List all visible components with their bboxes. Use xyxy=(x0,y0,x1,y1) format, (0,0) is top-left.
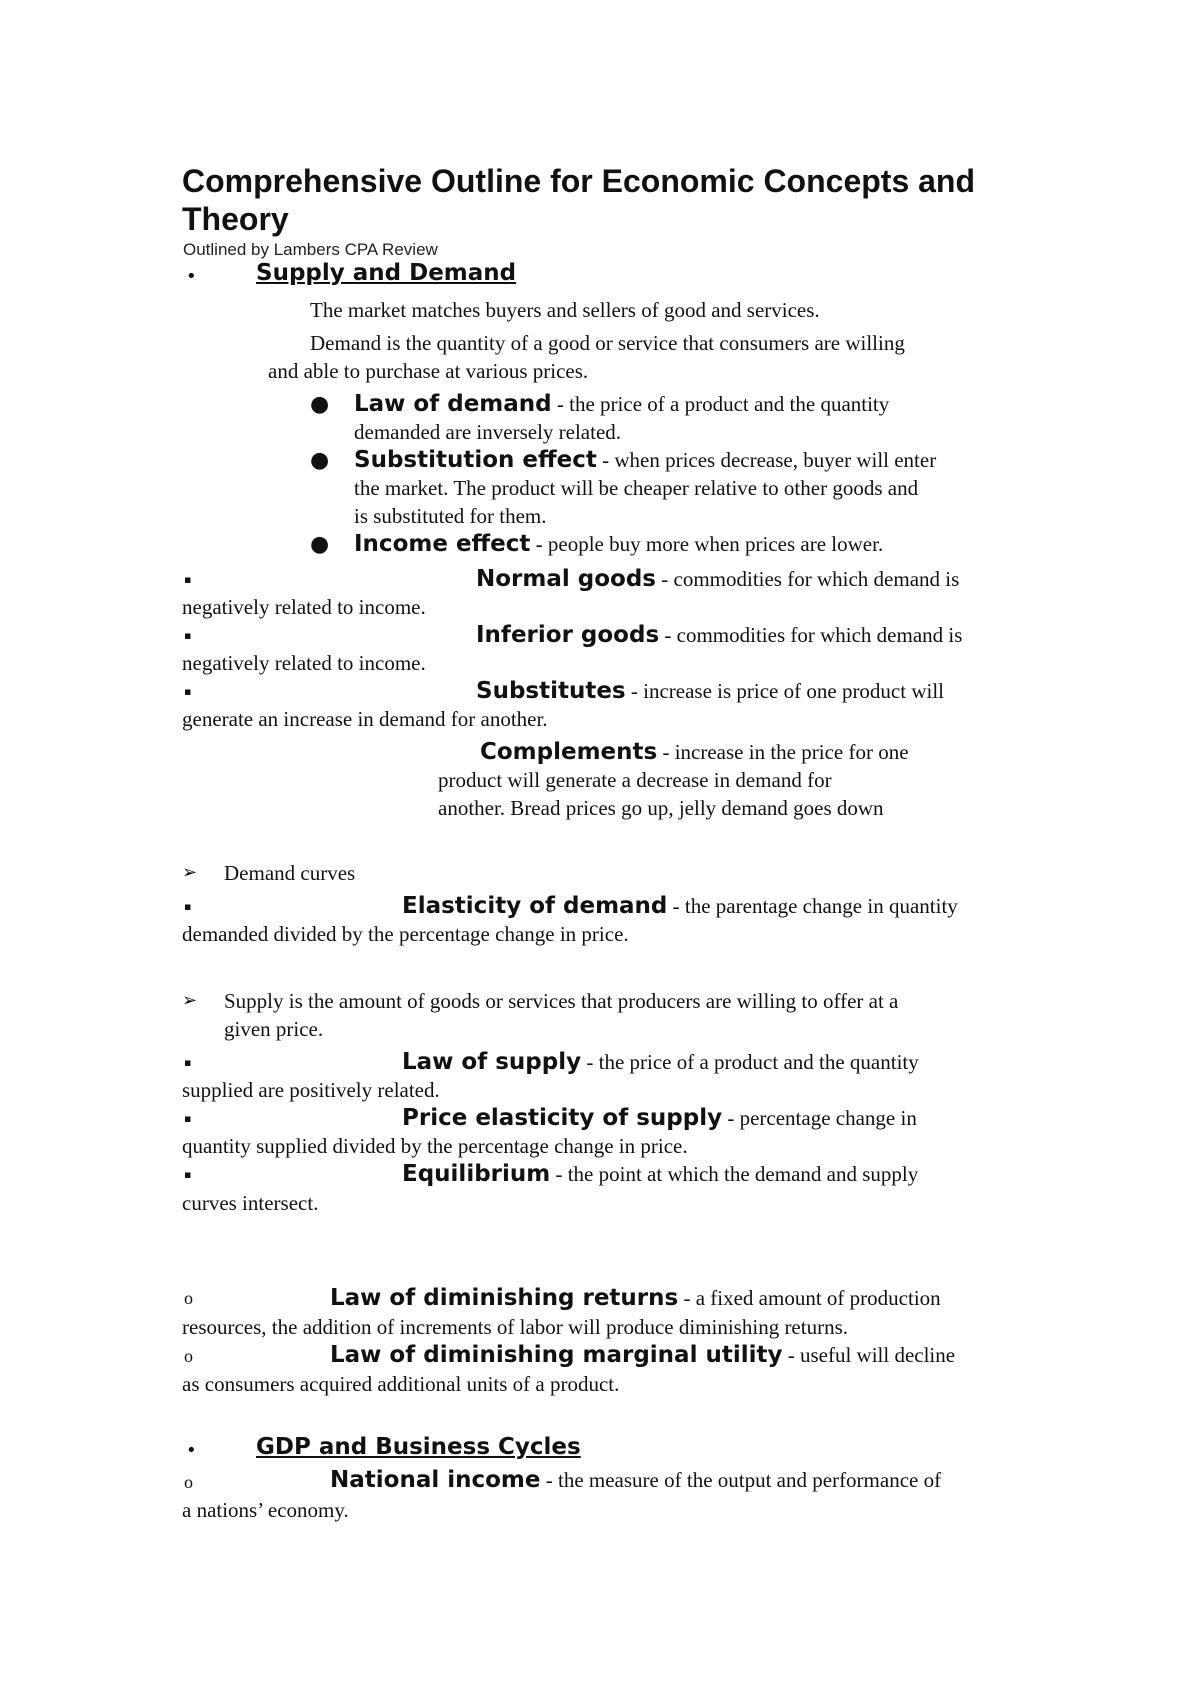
substitution-effect xyxy=(354,446,1074,530)
substitutes-line-1 xyxy=(476,677,944,705)
term-complements: Complements xyxy=(480,739,658,765)
income-effect xyxy=(354,530,1054,558)
bullet-icon: • xyxy=(186,1440,197,1461)
inferior-goods-line-1 xyxy=(476,621,962,649)
dot-bullet-icon: ● xyxy=(310,448,330,473)
price-elasticity-line-1 xyxy=(402,1104,917,1132)
term-law-of-demand: Law of demand xyxy=(354,391,552,417)
intro-paragraph-2-line-2: and able to purchase at various prices. xyxy=(268,359,589,383)
term-diminishing-utility: Law of diminishing marginal utility xyxy=(330,1342,783,1368)
square-bullet-icon: ▪ xyxy=(184,900,192,913)
term-equilibrium: Equilibrium xyxy=(402,1161,551,1187)
term-diminishing-returns: Law of diminishing returns xyxy=(330,1285,679,1311)
arrow-bullet-icon: ➢ xyxy=(182,990,198,1011)
def-normal-goods-1: - commodities for which demand is xyxy=(656,567,960,591)
national-income-line-1 xyxy=(330,1466,941,1494)
supply-definition xyxy=(224,987,1064,1043)
def-equilibrium-2: curves intersect. xyxy=(182,1191,319,1215)
supply-line-2: given price. xyxy=(224,1017,324,1041)
dot-bullet-icon: ● xyxy=(310,532,330,557)
term-substitution-effect: Substitution effect xyxy=(354,447,597,473)
dot-bullet-icon: ● xyxy=(310,392,330,417)
intro-paragraph-1: The market matches buyers and sellers of good and services. xyxy=(310,298,820,322)
equilibrium-line-1 xyxy=(402,1160,918,1188)
square-bullet-icon: ▪ xyxy=(184,685,192,698)
term-elasticity-of-demand: Elasticity of demand xyxy=(402,893,668,919)
def-diminishing-utility-2: as consumers acquired additional units of a product. xyxy=(182,1372,620,1396)
def-complements-3: another. Bread prices go up, jelly demand goes down xyxy=(438,796,884,820)
arrow-bullet-icon: ➢ xyxy=(182,862,198,883)
byline: Outlined by Lambers CPA Review xyxy=(183,240,438,259)
def-law-of-supply-1: - the price of a product and the quantity xyxy=(581,1050,919,1074)
def-substitution-effect-2: the market. The product will be cheaper relative to other goods and xyxy=(354,476,919,500)
complements xyxy=(438,738,1058,822)
def-diminishing-returns-2: resources, the addition of increments of labor will produce diminishing returns. xyxy=(182,1315,849,1339)
def-substitution-effect-1: - when prices decrease, buyer will enter xyxy=(596,448,937,472)
term-price-elasticity-supply: Price elasticity of supply xyxy=(402,1105,723,1131)
circle-bullet-icon: o xyxy=(184,1472,193,1492)
term-substitutes: Substitutes xyxy=(476,678,626,704)
def-diminishing-utility-1: - useful will decline xyxy=(782,1343,956,1367)
law-of-supply-line-1 xyxy=(402,1048,919,1076)
circle-bullet-icon: o xyxy=(184,1288,193,1308)
diminishing-returns-line-1 xyxy=(330,1284,941,1312)
square-bullet-icon: ▪ xyxy=(184,1168,192,1181)
def-elasticity-2: demanded divided by the percentage change in price. xyxy=(182,922,629,946)
def-diminishing-returns-1: - a fixed amount of production xyxy=(678,1286,941,1310)
def-equilibrium-1: - the point at which the demand and supply xyxy=(550,1162,919,1186)
intro-paragraph-2-line-1: Demand is the quantity of a good or service that consumers are willing xyxy=(310,331,905,355)
def-complements-1: - increase in the price for one xyxy=(657,740,909,764)
term-law-of-supply: Law of supply xyxy=(402,1049,582,1075)
def-national-income-1: - the measure of the output and performance of xyxy=(540,1468,942,1492)
def-substitutes-2: generate an increase in demand for another. xyxy=(182,707,548,731)
term-inferior-goods: Inferior goods xyxy=(476,622,660,648)
law-of-demand xyxy=(354,390,1054,446)
title-line-2: Theory xyxy=(182,201,289,237)
def-law-of-demand-1: - the price of a product and the quantity xyxy=(551,392,890,416)
section-heading-supply-demand: Supply and Demand xyxy=(256,260,517,286)
supply-line-1: Supply is the amount of goods or services that producers are willing to offer at a xyxy=(224,989,899,1013)
demand-curves: Demand curves xyxy=(224,861,356,885)
def-substitutes-1: - increase is price of one product will xyxy=(625,679,945,703)
def-law-of-demand-2: demanded are inversely related. xyxy=(354,420,622,444)
page-title xyxy=(182,162,975,238)
def-elasticity-1: - the parentage change in quantity xyxy=(667,894,958,918)
section-heading-gdp: GDP and Business Cycles xyxy=(256,1434,581,1460)
normal-goods-line-1 xyxy=(476,565,959,593)
def-price-elasticity-2: quantity supplied divided by the percentage change in price. xyxy=(182,1134,688,1158)
title-line-1: Comprehensive Outline for Economic Concepts and xyxy=(182,163,976,199)
def-law-of-supply-2: supplied are positively related. xyxy=(182,1078,440,1102)
square-bullet-icon: ▪ xyxy=(184,1056,192,1069)
def-inferior-goods-1: - commodities for which demand is xyxy=(659,623,963,647)
def-substitution-effect-3: is substituted for them. xyxy=(354,504,547,528)
diminishing-utility-line-1 xyxy=(330,1341,955,1369)
def-normal-goods-2: negatively related to income. xyxy=(182,595,426,619)
def-national-income-2: a nations’ economy. xyxy=(182,1498,349,1522)
def-income-effect-1: - people buy more when prices are lower. xyxy=(530,532,884,556)
elasticity-line-1 xyxy=(402,892,958,920)
bullet-icon: • xyxy=(186,266,197,287)
square-bullet-icon: ▪ xyxy=(184,1112,192,1125)
square-bullet-icon: ▪ xyxy=(184,573,192,586)
term-income-effect: Income effect xyxy=(354,531,531,557)
def-inferior-goods-2: negatively related to income. xyxy=(182,651,426,675)
def-complements-2: product will generate a decrease in demand for xyxy=(438,768,832,792)
term-national-income: National income xyxy=(330,1467,541,1493)
square-bullet-icon: ▪ xyxy=(184,629,192,642)
def-price-elasticity-1: - percentage change in xyxy=(722,1106,917,1130)
circle-bullet-icon: o xyxy=(184,1346,193,1366)
term-normal-goods: Normal goods xyxy=(476,566,656,592)
